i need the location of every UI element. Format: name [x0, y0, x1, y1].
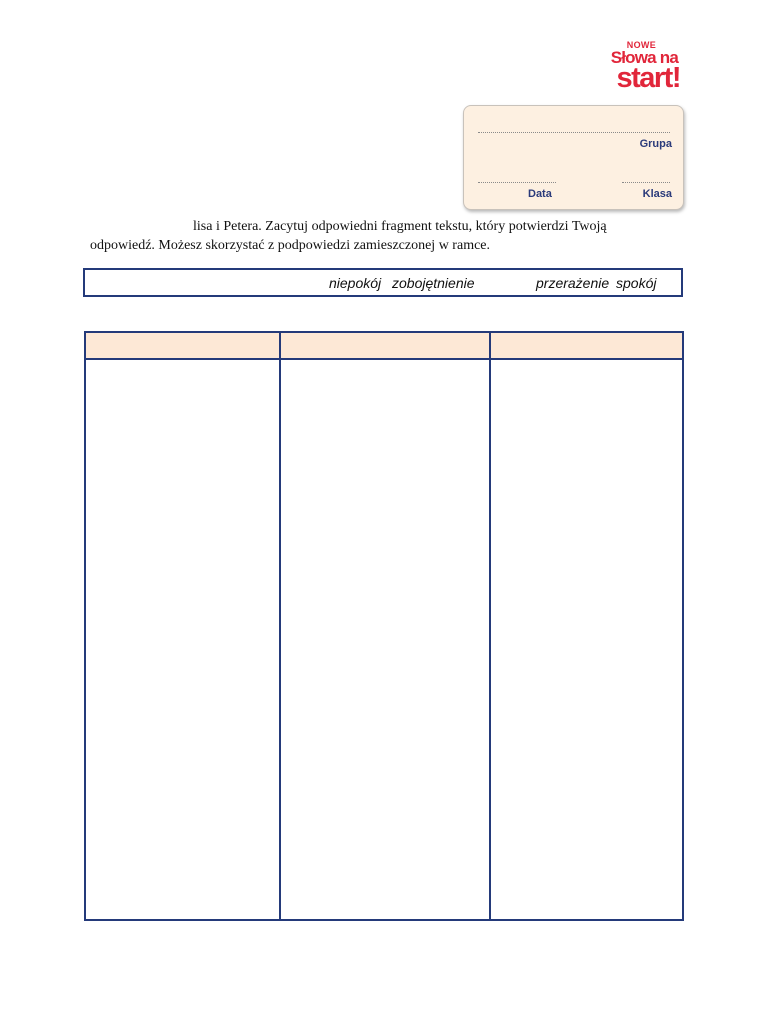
hint-word: spokój: [616, 275, 657, 291]
date-label: Data: [528, 188, 552, 200]
logo-line2-text: start!: [616, 62, 680, 94]
class-label: Klasa: [642, 188, 672, 200]
student-info-box: [463, 105, 684, 210]
table-column-divider: [279, 333, 281, 919]
group-label: Grupa: [639, 138, 672, 150]
hint-word-box: [83, 268, 683, 297]
hint-word: niepokój: [329, 275, 382, 291]
hint-word: zobojętnienie: [392, 275, 475, 291]
answer-table: [84, 331, 684, 921]
class-dotted-line[interactable]: [622, 182, 670, 183]
logo-nowe-text: NOWE: [626, 40, 656, 50]
hint-word: przerażenie: [536, 275, 610, 291]
task-line-1: lisa i Petera. Zacytuj odpowiedni fragment tekstu, który potwierdzi Twoją: [193, 219, 607, 234]
date-dotted-line[interactable]: [478, 182, 556, 183]
table-header-row: [86, 333, 682, 360]
task-instruction: [90, 217, 660, 255]
group-dotted-line[interactable]: [478, 132, 670, 133]
table-header-cell: [491, 333, 682, 358]
slowa-na-start-logo: [600, 40, 684, 94]
table-column-divider: [489, 333, 491, 919]
task-line-2: odpowiedź. Możesz skorzystać z podpowiedzi zamieszczonej w ramce.: [90, 238, 491, 253]
table-header-cell: [281, 333, 489, 358]
table-header-cell: [86, 333, 279, 358]
logo-line1-text: Słowa na: [610, 48, 678, 67]
